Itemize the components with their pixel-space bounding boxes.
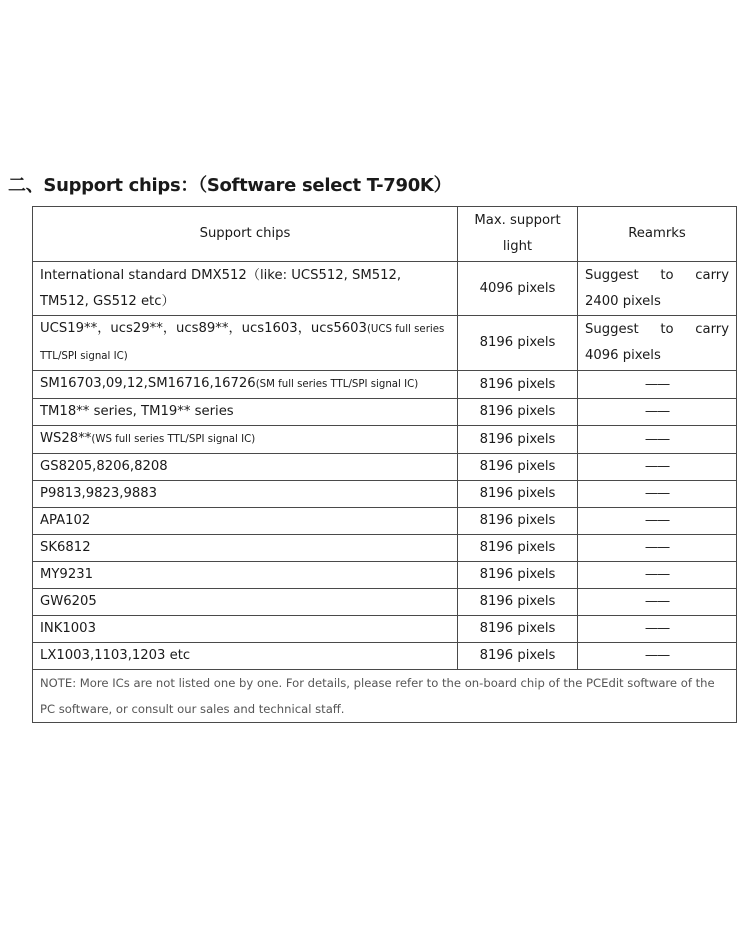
chip-cell [33,616,458,643]
remark-cell: —— [578,535,737,562]
remark-cell: —— [578,589,737,616]
remark-cell: —— [578,426,737,454]
max-light-cell: 8196 pixels [458,535,578,562]
table-header-row [33,207,737,262]
chip-cell [33,426,458,454]
chip-cell [33,481,458,508]
max-light-cell: 8196 pixels [458,371,578,399]
max-light-cell: 8196 pixels [458,399,578,426]
table-row [33,616,737,643]
chip-name: SK6812 [40,540,91,555]
remark-cell: Suggest to carry 4096 pixels [578,316,737,371]
chip-cell [33,316,458,371]
support-chips-table [32,206,737,723]
chip-name: INK1003 [40,621,96,636]
chip-name: P9813,9823,9883 [40,486,158,501]
chip-name: LX1003,1103,1203 etc [40,648,191,663]
chip-name: MY9231 [40,567,93,582]
max-light-cell: 8196 pixels [458,316,578,371]
remark-cell: —— [578,616,737,643]
table-row [33,399,737,426]
chip-name: GS8205,8206,8208 [40,459,168,474]
remark-cell: —— [578,481,737,508]
max-light-cell: 4096 pixels [458,262,578,316]
note-row [33,670,737,723]
chip-cell [33,399,458,426]
remark-cell: —— [578,371,737,399]
chip-cell [33,589,458,616]
max-light-cell: 8196 pixels [458,616,578,643]
max-light-cell: 8196 pixels [458,508,578,535]
chip-name: TM18** series, TM19** series [40,404,234,419]
remark-cell: —— [578,643,737,670]
chip-note: (WS full series TTL/SPI signal IC) [91,434,256,445]
table-note: NOTE: More ICs are not listed one by one. For details, please refer to the on-board chip of the PCEdit software of the PC software, or consult our sales and technical staff. [33,670,737,723]
chip-name: UCS19**，ucs29**，ucs89**，ucs1603，ucs5603 [40,321,367,336]
chip-note: (SM full series TTL/SPI signal IC) [255,379,419,390]
chip-note: (UCS full series TTL/SPI signal IC) [40,324,445,362]
remark-cell: —— [578,562,737,589]
section-heading: 二、Support chips：（Software select T-790K） [8,175,452,196]
table-row [33,535,737,562]
table-row [33,508,737,535]
table-row [33,454,737,481]
max-light-cell: 8196 pixels [458,426,578,454]
remark-cell: Suggest to carry 2400 pixels [578,262,737,316]
table-row [33,426,737,454]
max-light-cell: 8196 pixels [458,589,578,616]
table-row [33,262,737,316]
max-light-cell: 8196 pixels [458,643,578,670]
remark-cell: —— [578,454,737,481]
chip-name: APA102 [40,513,91,528]
chip-cell [33,454,458,481]
table-row [33,371,737,399]
chip-name: SM16703,09,12,SM16716,16726 [40,376,256,391]
max-light-cell: 8196 pixels [458,481,578,508]
chip-cell [33,508,458,535]
chip-name: WS28** [40,431,92,446]
remark-cell: —— [578,508,737,535]
table-row [33,589,737,616]
chip-name: GW6205 [40,594,97,609]
header-max-support-light: Max. support light [458,207,578,262]
header-support-chips: Support chips [33,207,458,262]
max-light-cell: 8196 pixels [458,454,578,481]
chip-cell [33,562,458,589]
chip-cell [33,262,458,316]
header-remarks: Reamrks [578,207,737,262]
chip-cell [33,535,458,562]
table-row [33,481,737,508]
max-light-cell: 8196 pixels [458,562,578,589]
chip-name: International standard DMX512（like: UCS512, SM512, TM512, GS512 etc） [40,267,402,309]
chip-cell [33,643,458,670]
chip-cell [33,371,458,399]
remark-cell: —— [578,399,737,426]
table-row [33,562,737,589]
table-row [33,316,737,371]
table-row [33,643,737,670]
